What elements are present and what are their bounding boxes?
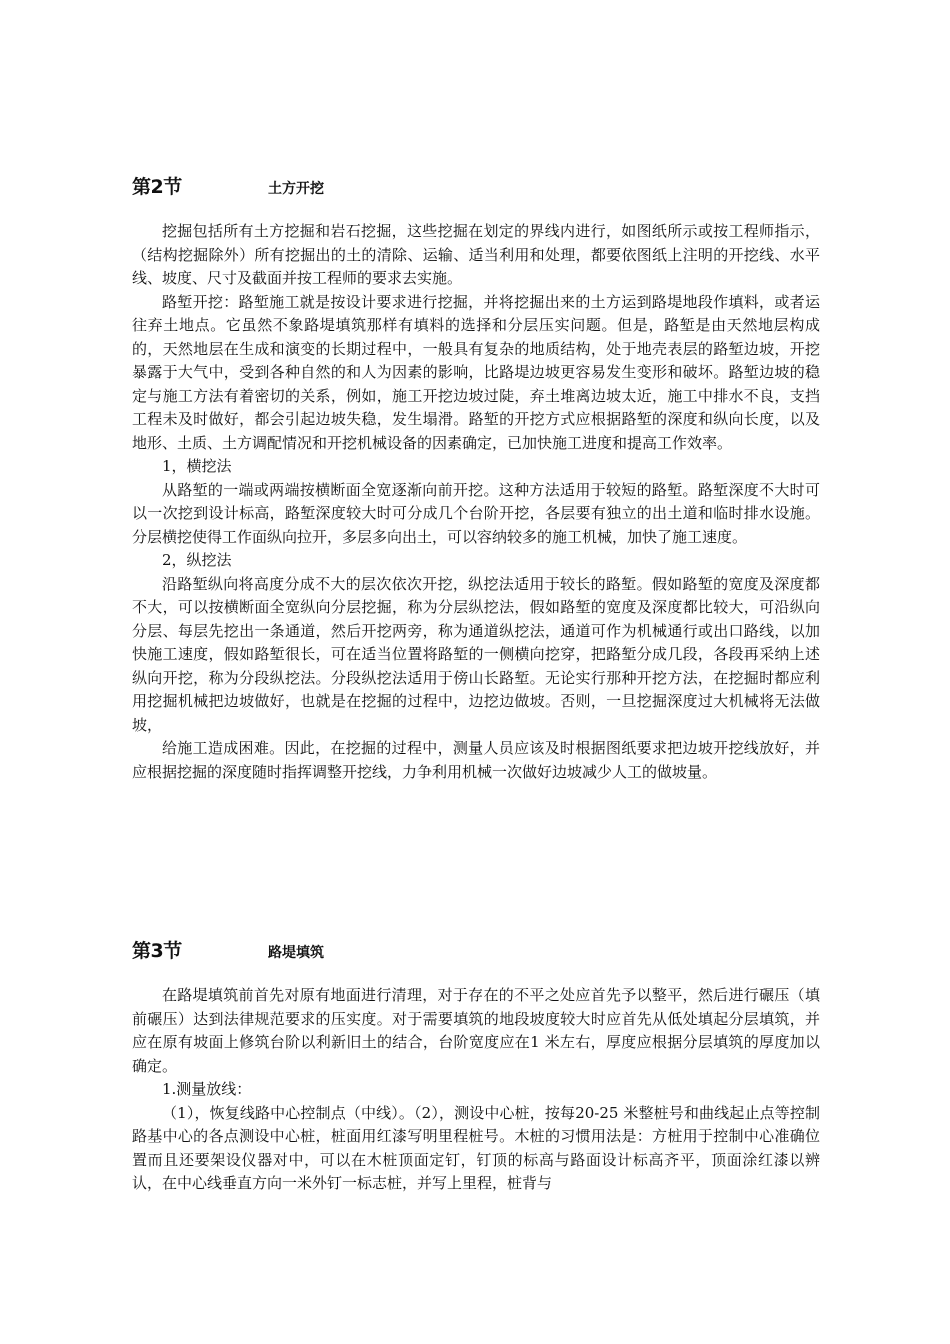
- section-title: 路堤填筑: [268, 945, 324, 961]
- paragraph: 给施工造成困难。因此，在挖掘的过程中，测量人员应该及时根据图纸要求把边坡开挖线放好，并应根据挖掘的深度随时指挥调整开挖线，力争利用机械一次做好边坡减少人工的做坡量。: [132, 739, 820, 781]
- paragraph: （1），恢复线路中心控制点（中线）。（2），测设中心桩，按每20-25 米整桩号和曲线起止点等控制路基中心的各点测设中心桩，桩面用红漆写明里程桩号。木桩的习惯用法是：方桩用于控制中心准确位置而且还要架设仪器对中，可以在木桩顶面定钉，钉顶的标高与路面设计标高齐平，顶面涂红漆以辨认，在中心线垂直方向一米外钉一标志桩，并写上里程，桩背与: [132, 1103, 820, 1192]
- section-title: 土方开挖: [268, 181, 324, 197]
- paragraph: 路堑开挖：路堑施工就是按设计要求进行挖掘，并将挖掘出来的土方运到路堤地段作填料，或者运往弃土地点。它虽然不象路堤填筑那样有填料的选择和分层压实问题。但是，路堑是由天然地层构成的，天然地层在生成和演变的长期过程中，一般具有复杂的地质结构，处于地壳表层的路堑边坡，开挖暴露于大气中，受到各种自然的和人为因素的影响，比路堤边坡更容易发生变形和破坏。路堑边坡的稳定与施工方法有着密切的关系，例如，施工开挖边坡过陡，弃土堆离边坡太近，施工中排水不良，支挡工程未及时做好，都会引起边坡失稳，发生塌滑。路堑的开挖方式应根据路堑的深度和纵向长度，以及地形、土质、土方调配情况和开挖机械设备的因素确定，已加快施工进度和提高工作效率。: [132, 292, 820, 452]
- paragraph: 沿路堑纵向将高度分成不大的层次依次开挖，纵挖法适用于较长的路堑。假如路堑的宽度及深度都不大，可以按横断面全宽纵向分层挖掘，称为分层纵挖法，假如路堑的宽度及深度都比较大，可沿纵向分层、每层先挖出一条通道，然后开挖两旁，称为通道纵挖法，通道可作为机械通行或出口路线，以加快施工速度，假如路堑很长，可在适当位置将路堑的一侧横向挖穿，把路堑分成几段，各段再采纳上述纵向开挖，称为分段纵挖法。分段纵挖法适用于傍山长路堑。无论实行那种开挖方法，在挖掘时都应利用挖掘机械把边坡做好，也就是在挖掘的过程中，边挖边做坡。否则，一旦挖掘深度过大机械将无法做坡，: [132, 574, 820, 734]
- section-heading: [132, 172, 820, 202]
- section-number: 第2节: [132, 176, 182, 198]
- paragraph: 从路堑的一端或两端按横断面全宽逐渐向前开挖。这种方法适用于较短的路堑。路堑深度不大时可以一次挖到设计标高，路堑深度较大时可分成几个台阶开挖，各层要有独立的出土道和临时排水设施。分层横挖使得工作面纵向拉开，多层多向出土，可以容纳较多的施工机械，加快了施工速度。: [132, 480, 820, 546]
- paragraph: 挖掘包括所有土方挖掘和岩石挖掘，这些挖掘在划定的界线内进行，如图纸所示或按工程师指示，（结构挖掘除外）所有挖掘出的土的清除、运输、适当利用和处理，都要依图纸上注明的开挖线、水平线、坡度、尺寸及截面并按工程师的要求去实施。: [132, 222, 820, 287]
- section-2: [132, 172, 820, 784]
- subheading: 2，纵挖法: [162, 551, 232, 569]
- section-heading: [132, 936, 820, 966]
- section-number: 第3节: [132, 940, 182, 962]
- paragraph: 在路堤填筑前首先对原有地面进行清理，对于存在的不平之处应首先予以整平，然后进行碾压（填前碾压）达到法律规范要求的压实度。对于需要填筑的地段坡度较大时应首先从低处填起分层填筑，并应在原有坡面上修筑台阶以利新旧土的结合，台阶宽度应在1 米左右，厚度应根据分层填筑的厚度加以确定。: [132, 986, 820, 1075]
- subheading: 1，横挖法: [162, 457, 232, 475]
- section-3: [132, 936, 820, 1196]
- subheading: 1.测量放线：: [162, 1080, 252, 1098]
